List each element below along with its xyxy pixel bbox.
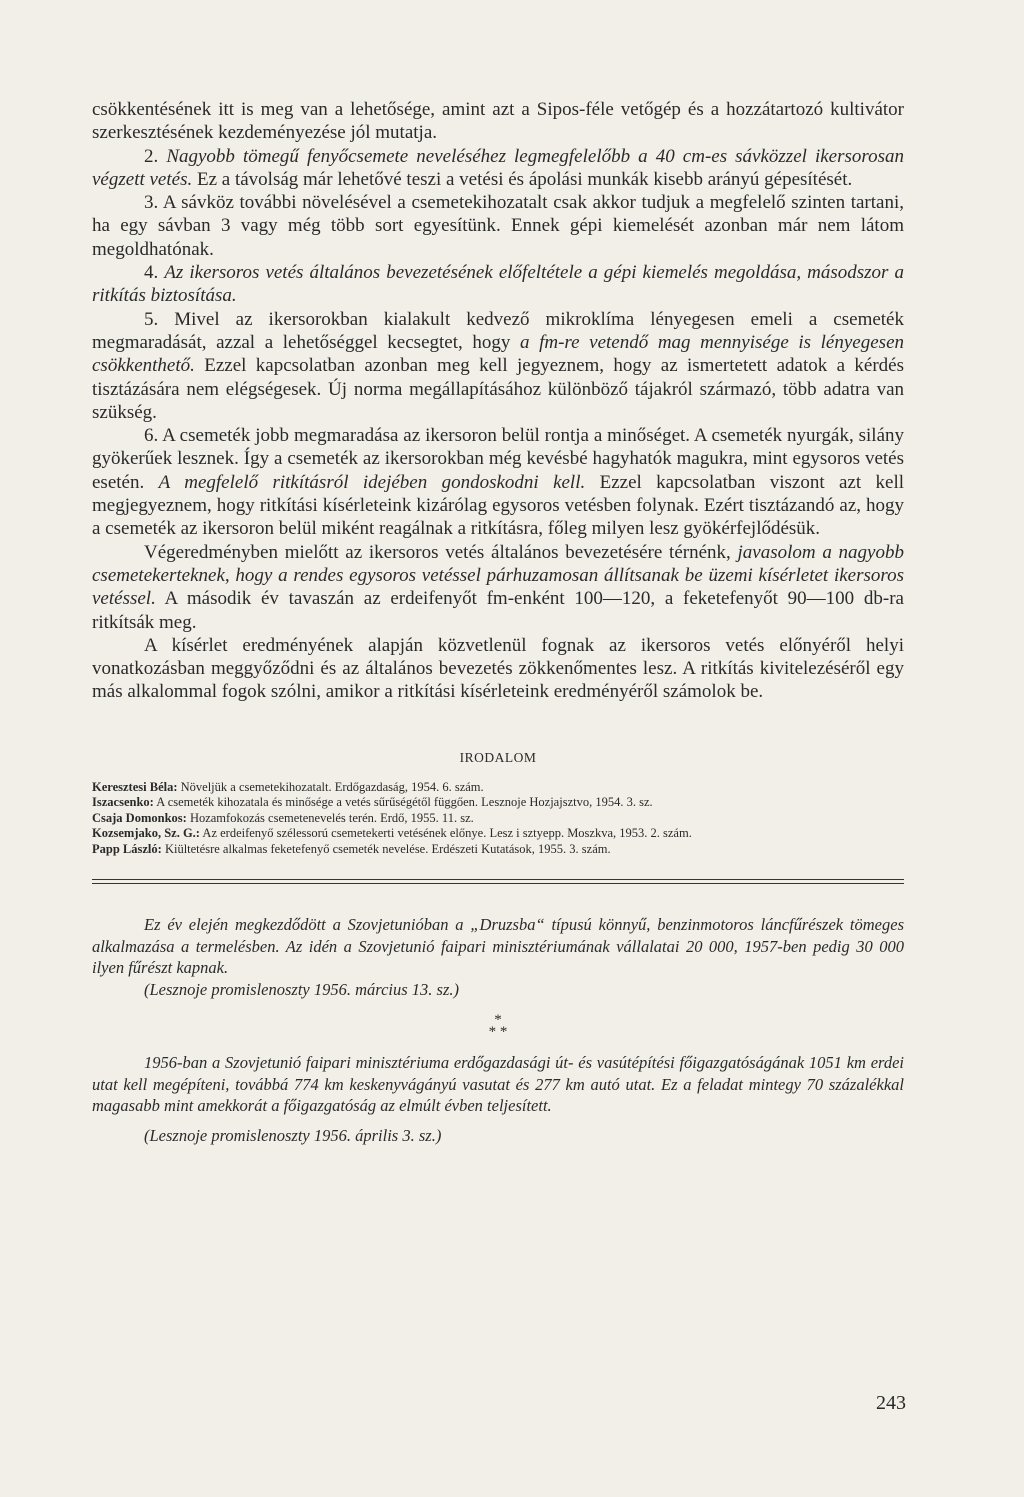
asterism-top: * <box>494 1012 502 1029</box>
divider-line-bottom <box>92 883 904 884</box>
paragraph-7-end: A második év tavaszán az erdeifenyőt fm-enként 100—120, a feketefenyőt 90—100 db-ra ritkítsák meg. <box>92 588 904 633</box>
paragraph-4-emphasis: Az ikersoros vetés általános bevezetésének előfeltétele a gépi kiemelés megoldása, másodszor a ritkítás biztosítása. <box>92 262 904 307</box>
reference-text: Kiültetésre alkalmas feketefenyő csemeték nevelése. Erdészeti Kutatások, 1955. 3. szám. <box>161 841 611 856</box>
paragraph-7-start: Végeredményben mielőtt az ikersoros vetés általános bevezetésére térnénk, <box>144 541 738 563</box>
paragraph-5 <box>92 308 904 424</box>
paragraph-6-emphasis: A megfelelő ritkításról idejében gondoskodni kell. <box>158 471 586 493</box>
reference-author: Kozsemjako, Sz. G.: <box>92 826 200 841</box>
paragraph-8: A kísérlet eredményének alapján közvetlenül fognak az ikersoros vetés előnyéről helyi vonatkozásban meggyőződni és az általános bevezetés zökkenőmentes lesz. A ritkítás kivitelezéséről egy más alkalommal fogok szólni, amikor a ritkítási kísérleteink eredményéről számolok be. <box>92 634 904 703</box>
reference-text: Hozamfokozás csemetenevelés terén. Erdő, 1955. 11. sz. <box>186 810 474 825</box>
reference-text: A csemeték kihozatala és minősége a vetés sűrűségétől függően. Lesznoje Hozjajsztvo, 1954. 3. sz. <box>153 795 653 810</box>
paragraph-7-emphasis: javasolom a nagyobb csemetekerteknek, hogy a rendes egysoros vetéssel párhuzamosan állítsanak be üzemi kísérletet ikersoros vetéssel. <box>92 541 904 610</box>
reference-author: Csaja Domonkos: <box>92 810 187 825</box>
paragraph-6 <box>92 424 904 540</box>
paragraph-6-start: 6. A csemeték jobb megmaradása az ikersoron belül rontja a minőséget. A csemeték nyurgák, silány gyökerűek lesznek. Így a csemeték az ikersorokban még kevésbé hagyhatók magukra, mint egysoros vetés esetén. <box>92 425 904 493</box>
reference-author: Keresztesi Béla: <box>92 779 178 794</box>
paragraph-2 <box>92 145 904 192</box>
news-source-1: (Lesznoje promislenoszty 1956. március 13. sz.) <box>144 979 460 999</box>
paragraph-4 <box>92 261 904 308</box>
paragraph-1: csökkentésének itt is meg van a lehetősége, amint azt a Sipos-féle vetőgép és a hozzátartozó kultivátor szerkesztésének kezdeményezése jól mutatja. <box>92 99 904 144</box>
news-section <box>92 914 904 1146</box>
asterism-separator <box>92 1012 904 1041</box>
paragraph-4-number: 4. <box>144 262 165 284</box>
reference-item <box>92 842 904 858</box>
paragraph-2-number: 2. <box>144 145 167 167</box>
reference-author: Papp László: <box>92 841 162 856</box>
paragraph-5-end: Ezzel kapcsolatban azonban meg kell jegyeznem, hogy az ismertetett adatok a kérdés tisztázására nem elégségesek. Új norma megállapításához különböző tájakról származó, több adatra van szükség. <box>92 355 904 423</box>
news-item-1: Ez év elején megkezdődött a Szovjetunióban a „Druzsba“ típusú könnyű, benzinmotoros láncfűrészek tömeges alkalmazása a termelésben. Az idén a Szovjetunió faipari minisztériumának vállalatai 20 000, 1957-ben pedig 30 000 ilyen fűrészt kapnak. <box>92 915 904 978</box>
paragraph-7 <box>92 541 904 634</box>
reference-item <box>92 811 904 827</box>
paragraph-5-emphasis: a fm-re vetendő mag mennyisége is lényegesen csökkenthető. <box>92 331 904 377</box>
reference-item <box>92 780 904 796</box>
references-title: IRODALOM <box>459 749 537 765</box>
paragraph-6-end: Ezzel kapcsolatban viszont azt kell megjegyeznem, hogy ritkítási kísérleteink kizárólag egysoros vetésben folynak. Ezért tisztázandó az, hogy a csemeték az ikersoron belül miként reagálnak a ritkításra, főleg milyen lesz gyökérfejlődésük. <box>92 471 905 540</box>
reference-text: Növeljük a csemetekihozatalt. Erdőgazdaság, 1954. 6. szám. <box>177 779 484 794</box>
reference-text: Az erdeifenyő szélessorú csemetekerti vetésének előnye. Lesz i sztyepp. Moszkva, 1953. 2. szám. <box>199 826 692 841</box>
paragraph-2-emphasis: Nagyobb tömegű fenyőcsemete neveléséhez legmegfelelőbb a 40 cm-es sávközzel ikersorosan végzett vetés. <box>92 145 904 190</box>
divider-line-top <box>92 879 904 880</box>
page <box>92 98 904 1146</box>
reference-author: Iszacsenko: <box>92 795 154 810</box>
reference-item <box>92 826 904 842</box>
news-source-2: (Lesznoje promislenoszty 1956. április 3. sz.) <box>144 1125 442 1145</box>
asterism-bottom: * * <box>488 1024 508 1041</box>
news-item-2: 1956-ban a Szovjetunió faipari minisztériuma erdőgazdasági út- és vasútépítési főigazgatóságának 1051 km erdei utat kell megépíteni, továbbá 774 km keskenyvágányú vasutat és 277 km autó utat. Ez a feladat mintegy 70 százalékkal magasabb mint amekkorát a főigazgatóság az elmúlt évben teljesített. <box>92 1053 904 1116</box>
article-body <box>92 98 904 704</box>
references-section <box>92 750 904 858</box>
paragraph-3: 3. A sávköz további növelésével a csemetekihozatalt csak akkor tudjuk a megfelelő szinten tartani, ha egy sávban 3 vagy még több sort egyesítünk. Ennek gépi kiemelését azonban már nem látom megoldhatónak. <box>92 192 904 260</box>
paragraph-2-rest: Ez a távolság már lehetővé teszi a vetési és ápolási munkák kisebb arányú gépesítését. <box>192 168 853 190</box>
section-divider <box>92 879 904 884</box>
page-number: 243 <box>876 1392 906 1414</box>
paragraph-5-start: 5. Mivel az ikersorokban kialakult kedvező mikroklíma lényegesen emeli a csemeték megmaradását, azzal a lehetőséggel kecsegtet, hogy <box>92 308 904 353</box>
reference-item <box>92 795 904 811</box>
